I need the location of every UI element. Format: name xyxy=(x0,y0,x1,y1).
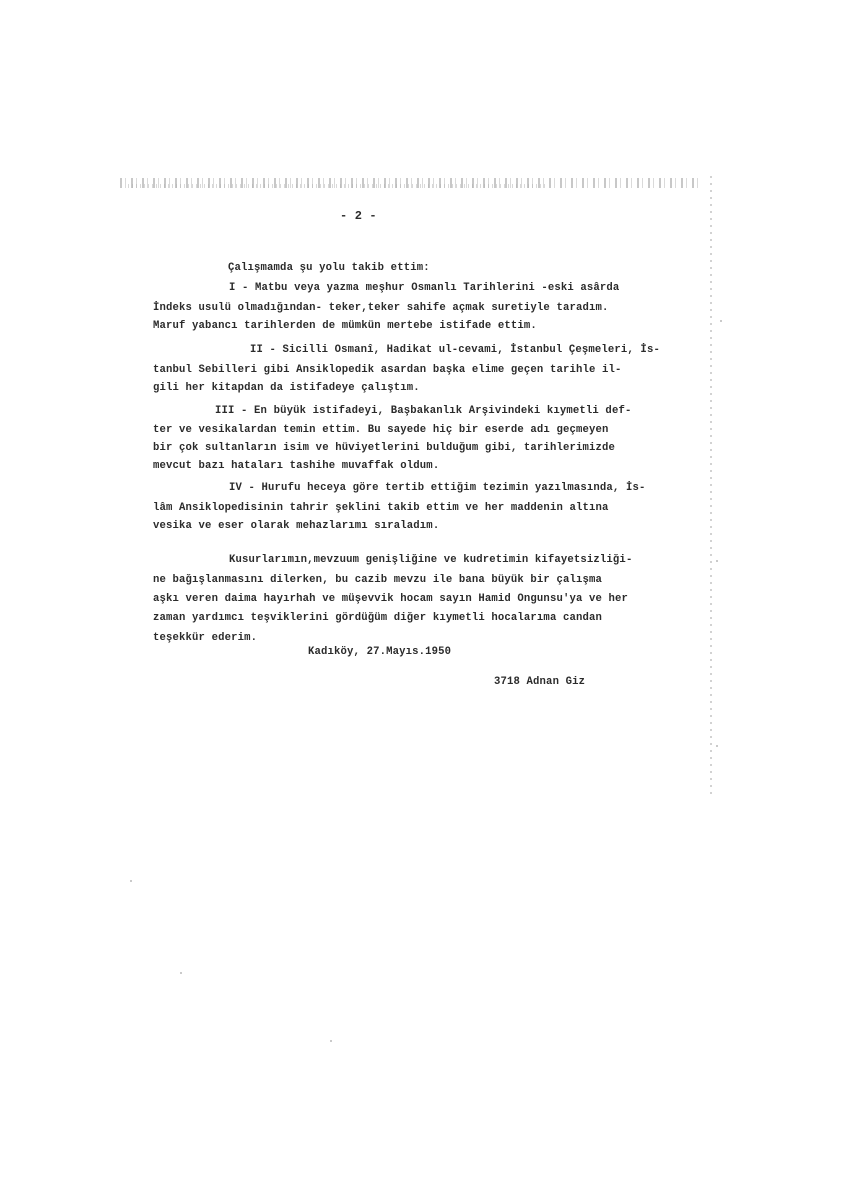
place-date: Kadıköy, 27.Mayıs.1950 xyxy=(308,646,452,658)
scan-speck xyxy=(180,972,182,974)
scan-edge-top-secondary xyxy=(128,184,548,188)
scan-speck xyxy=(716,745,718,747)
section-4-line-2: lâm Ansiklopedisinin tahrir şeklini takib ettim ve her maddenin altına xyxy=(153,502,609,514)
section-2-line-2: tanbul Sebilleri gibi Ansiklopedik asardan başka elime geçen tarihle il- xyxy=(153,364,622,376)
section-3-line-1: III - En büyük istifadeyi, Başbakanlık Arşivindeki kıymetli def- xyxy=(215,405,632,417)
section-1-line-1: I - Matbu veya yazma meşhur Osmanlı Tarihlerini -eski asârda xyxy=(229,282,620,294)
section-4-line-1: IV - Hurufu heceya göre tertib ettiğim tezimin yazılmasında, İs- xyxy=(229,482,646,494)
page-number: - 2 - xyxy=(340,209,377,223)
section-3-line-4: mevcut bazı hataları tashihe muvaffak oldum. xyxy=(153,460,440,472)
scan-speck xyxy=(716,560,718,562)
section-2-line-3: gili her kitapdan da istifadeye çalıştım. xyxy=(153,382,420,394)
section-1-line-2: İndeks usulü olmadığından- teker,teker sahife açmak suretiyle taradım. xyxy=(153,302,609,314)
closing-line-5: teşekkür ederim. xyxy=(153,632,258,644)
scan-speck xyxy=(720,320,722,322)
closing-line-1: Kusurlarımın,mevzuum genişliğine ve kudretimin kifayetsizliği- xyxy=(229,554,633,566)
signature: 3718 Adnan Giz xyxy=(494,676,586,688)
section-3-line-3: bir çok sultanların isim ve hüviyetlerini bulduğum gibi, tarihlerimizde xyxy=(153,442,616,454)
section-3-line-2: ter ve vesikalardan temin ettim. Bu sayede hiç bir eserde adı geçmeyen xyxy=(153,424,609,436)
closing-line-2: ne bağışlanmasını dilerken, bu cazib mevzu ile bana büyük bir çalışma xyxy=(153,574,603,586)
section-2-line-1: II - Sicilli Osmanî, Hadikat ul-cevami, İstanbul Çeşmeleri, İs- xyxy=(250,344,660,356)
scan-edge-right xyxy=(710,176,712,796)
intro-line: Çalışmamda şu yolu takib ettim: xyxy=(228,262,430,274)
section-4-line-3: vesika ve eser olarak mehazlarımı sıraladım. xyxy=(153,520,440,532)
scan-speck xyxy=(330,1040,332,1042)
scan-speck xyxy=(130,880,132,882)
section-1-line-3: Maruf yabancı tarihlerden de mümkün mertebe istifade ettim. xyxy=(153,320,537,332)
closing-line-4: zaman yardımcı teşviklerini gördüğüm diğer kıymetli hocalarıma candan xyxy=(153,612,603,624)
closing-line-3: aşkı veren daima hayırhah ve müşevvik hocam sayın Hamid Ongunsu'ya ve her xyxy=(153,593,629,605)
